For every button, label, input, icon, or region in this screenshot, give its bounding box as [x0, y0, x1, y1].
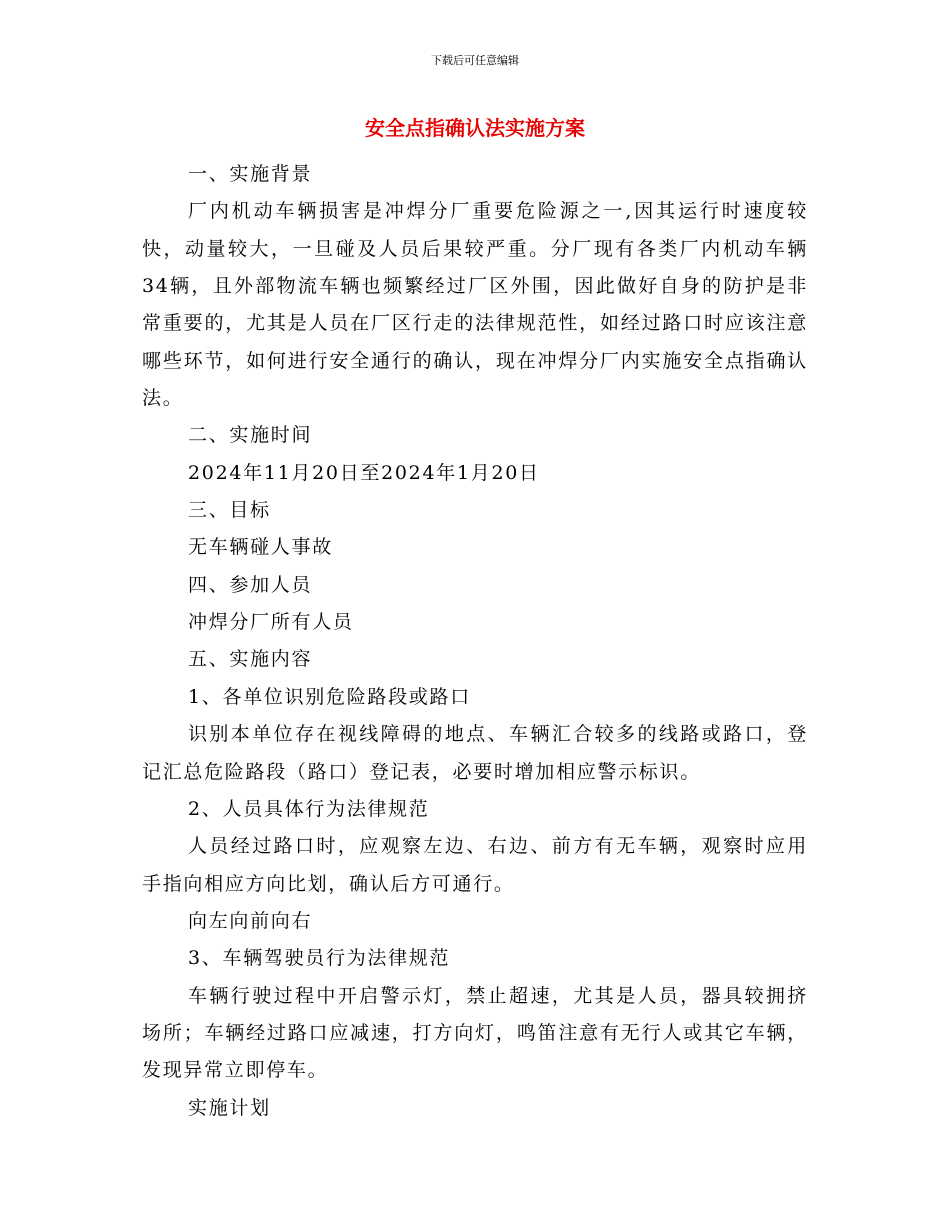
section-heading-time: 二、实施时间	[188, 424, 313, 447]
paragraph-personnel: 人员经过路口时，应观察左边、右边、前方有无车辆，观察时应用手指向相应方向比划，确认后方可通行。	[142, 835, 808, 895]
paragraph-plan: 实施计划	[188, 1096, 271, 1119]
paragraph-drivers: 车辆行驶过程中开启警示灯，禁止超速，尤其是人员，器具较拥挤场所；车辆经过路口应减速，打方向灯，鸣笛注意有无行人或其它车辆，发现异常立即停车。	[142, 984, 808, 1082]
section-heading-content: 五、实施内容	[188, 648, 313, 671]
section-heading-background: 一、实施背景	[188, 163, 313, 185]
subheading-personnel: 2、人员具体行为法律规范	[188, 797, 430, 820]
section-heading-goal: 三、目标	[188, 499, 271, 522]
page-header: 下载后可任意编辑	[431, 54, 519, 67]
document-title: 安全点指确认法实施方案	[365, 116, 585, 140]
paragraph-directions: 向左向前向右	[188, 909, 313, 932]
paragraph-time: 2024年11月20日至2024年1月20日	[188, 461, 540, 484]
paragraph-identify: 识别本单位存在视线障碍的地点、车辆汇合较多的线路或路口，登记汇总危险路段（路口）登记表，必要时增加相应警示标识。	[142, 723, 808, 783]
paragraph-background: 厂内机动车辆损害是冲焊分厂重要危险源之一,因其运行时速度较快，动量较大，一旦碰及人员后果较严重。分厂现有各类厂内机动车辆34辆，且外部物流车辆也频繁经过厂区外围，因此做好自身的防护是非常重要的，尤其是人员在厂区行走的法律规范性，如经过路口时应该注意哪些环节，如何进行安全通行的确认，现在冲焊分厂内实施安全点指确认法。	[142, 200, 808, 410]
document-body	[142, 156, 808, 1127]
paragraph-goal: 无车辆碰人事故	[188, 536, 333, 559]
paragraph-participants: 冲焊分厂所有人员	[188, 611, 354, 634]
subheading-identify: 1、各单位识别危险路段或路口	[188, 685, 471, 708]
section-heading-participants: 四、参加人员	[188, 573, 313, 596]
subheading-drivers: 3、车辆驾驶员行为法律规范	[188, 947, 451, 970]
